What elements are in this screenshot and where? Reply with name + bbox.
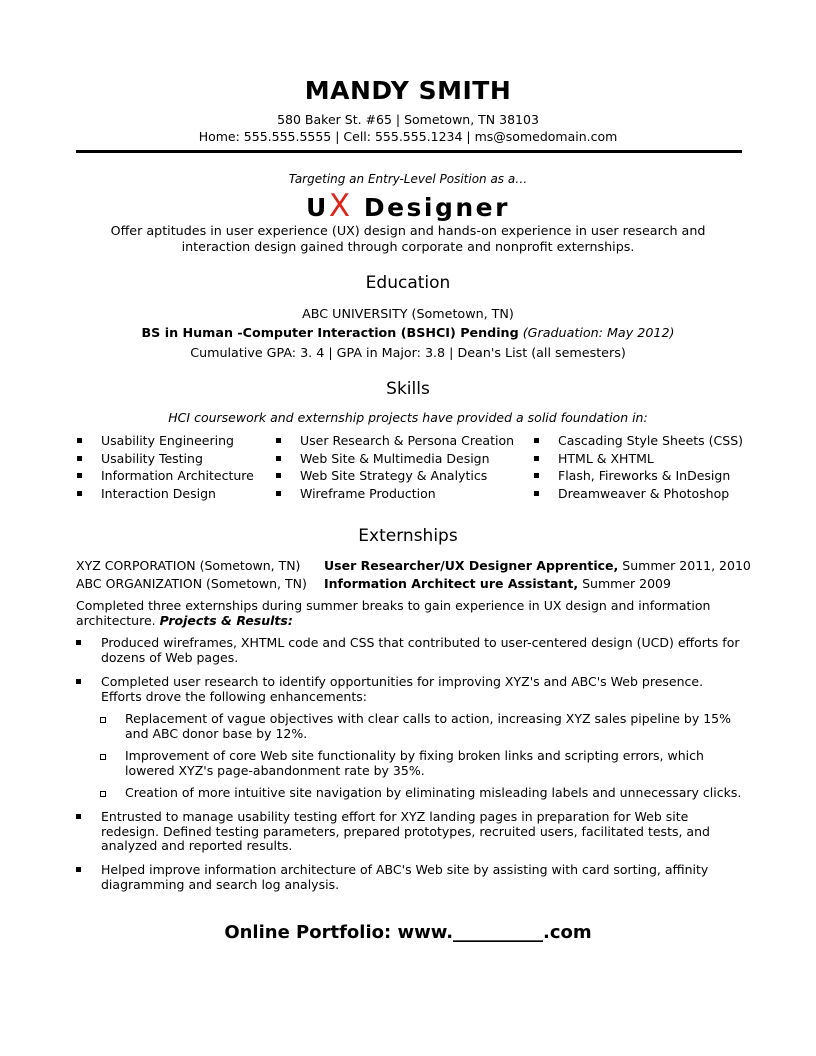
bullet-text: Completed user research to identify opportunities for improving XYZ's and ABC's Web presence. Efforts drove the following enhancements: [101,674,704,704]
targeting-line: Targeting an Entry-Level Position as a… [288,172,528,186]
sub-bullet-text: Improvement of core Web site functionality by fixing broken links and scripting errors, which lowered XYZ's page-abandonment rate by 35%. [125,748,704,778]
bullet-icon [276,473,281,478]
bullet-icon [276,491,281,496]
education-gpa: Cumulative GPA: 3. 4 | GPA in Major: 3.8 | Dean's List (all semesters) [190,345,626,360]
education-graduation: (Graduation: May 2012) [522,325,675,340]
skill-label: HTML & XHTML [558,450,654,466]
hollow-square-bullet-icon [100,717,106,723]
skills-intro: HCI coursework and externship projects have provided a solid foundation in: [168,410,648,425]
externship-bullet [76,863,742,892]
education-degree-line [0,325,816,340]
externships-intro [76,599,746,628]
bullet-icon [276,456,281,461]
skill-label: Wireframe Production [300,486,436,502]
skills-title: Skills [386,379,430,399]
skill-label: Flash, Fireworks & InDesign [558,468,731,484]
bullet-icon [77,491,82,496]
bullet-text: Entrusted to manage usability testing effort for XYZ landing pages in preparation for Web site redesign. Defined testing parameters, prepared prototypes, recruited users, facilitated tests, and analyzed and reported results. [101,809,710,853]
bullet-icon [276,438,281,443]
bullet-text: Helped improve information architecture of ABC's Web site by assisting with card sorting, affinity diagramming and search log analysis. [101,862,709,892]
headline-rest: Designer [352,193,510,222]
externship-bullet [76,675,742,704]
externship-dates: Summer 2011, 2010 [622,558,751,573]
headline-u: U [306,193,329,222]
headline [0,188,816,224]
bullet-icon [534,438,539,443]
address-line: 580 Baker St. #65 | Sometown, TN 38103 [277,112,539,127]
summary: Offer aptitudes in user experience (UX) design and hands-on experience in user research and interaction design gained through corporate and nonprofit externships. [110,223,706,254]
sub-bullet [100,786,742,801]
education-degree: BS in Human -Computer Interaction (BSHCI) Pending [141,325,519,340]
externship-bullet [76,636,742,665]
sub-bullet-text: Creation of more intuitive site navigation by eliminating misleading labels and unnecessary clicks. [125,785,742,800]
skill-label: Web Site Strategy & Analytics [300,468,488,484]
sub-bullet-text: Replacement of vague objectives with clear calls to action, increasing XYZ sales pipeline by 15% and ABC donor base by 12%. [125,711,731,741]
bullet-icon [534,456,539,461]
projects-results-label: Projects & Results: [159,612,293,628]
externship-role: User Researcher/UX Designer Apprentice, [324,558,619,573]
education-title: Education [365,273,451,293]
bullet-icon [76,814,81,819]
sub-bullet [100,749,742,778]
headline-x: X [328,188,353,224]
bullet-icon [77,473,82,478]
education-school: ABC UNIVERSITY (Sometown, TN) [302,306,514,321]
skill-label: Web Site & Multimedia Design [300,450,490,466]
contact-line: Home: 555.555.5555 | Cell: 555.555.1234 | ms@somedomain.com [198,129,618,144]
hollow-square-bullet-icon [100,754,106,760]
externship-role: Information Architect ure Assistant, [324,576,579,591]
sub-bullet [100,712,742,741]
bullet-icon [77,438,82,443]
skill-label: Interaction Design [101,486,216,502]
externship-org: XYZ CORPORATION (Sometown, TN) [76,558,301,573]
externship-role-line [324,576,671,591]
online-portfolio: Online Portfolio: www.__________.com [224,922,592,943]
externship-dates: Summer 2009 [582,576,671,591]
bullet-text: Produced wireframes, XHTML code and CSS that contributed to user-centered design (UCD) efforts for dozens of Web pages. [101,635,740,665]
bullet-icon [534,491,539,496]
bullet-icon [77,456,82,461]
header-divider [76,150,742,153]
bullet-icon [534,473,539,478]
bullet-icon [76,867,81,872]
skill-label: User Research & Persona Creation [300,433,515,448]
bullet-icon [76,640,81,645]
skill-label: Usability Testing [101,450,203,466]
skill-label: Dreamweaver & Photoshop [558,486,730,502]
externships-intro-text: Completed three externships during summer breaks to gain experience in UX design and information architecture. [76,598,711,628]
externship-role-line [324,558,751,573]
skill-label: Usability Engineering [101,433,234,448]
hollow-square-bullet-icon [100,791,106,797]
externships-title: Externships [358,526,458,546]
externship-org: ABC ORGANIZATION (Sometown, TN) [76,576,307,591]
externship-bullet [76,810,742,854]
resume-name: MANDY SMITH [304,76,512,105]
bullet-icon [76,679,81,684]
skill-label: Information Architecture [101,468,254,484]
skill-label: Cascading Style Sheets (CSS) [558,433,744,448]
